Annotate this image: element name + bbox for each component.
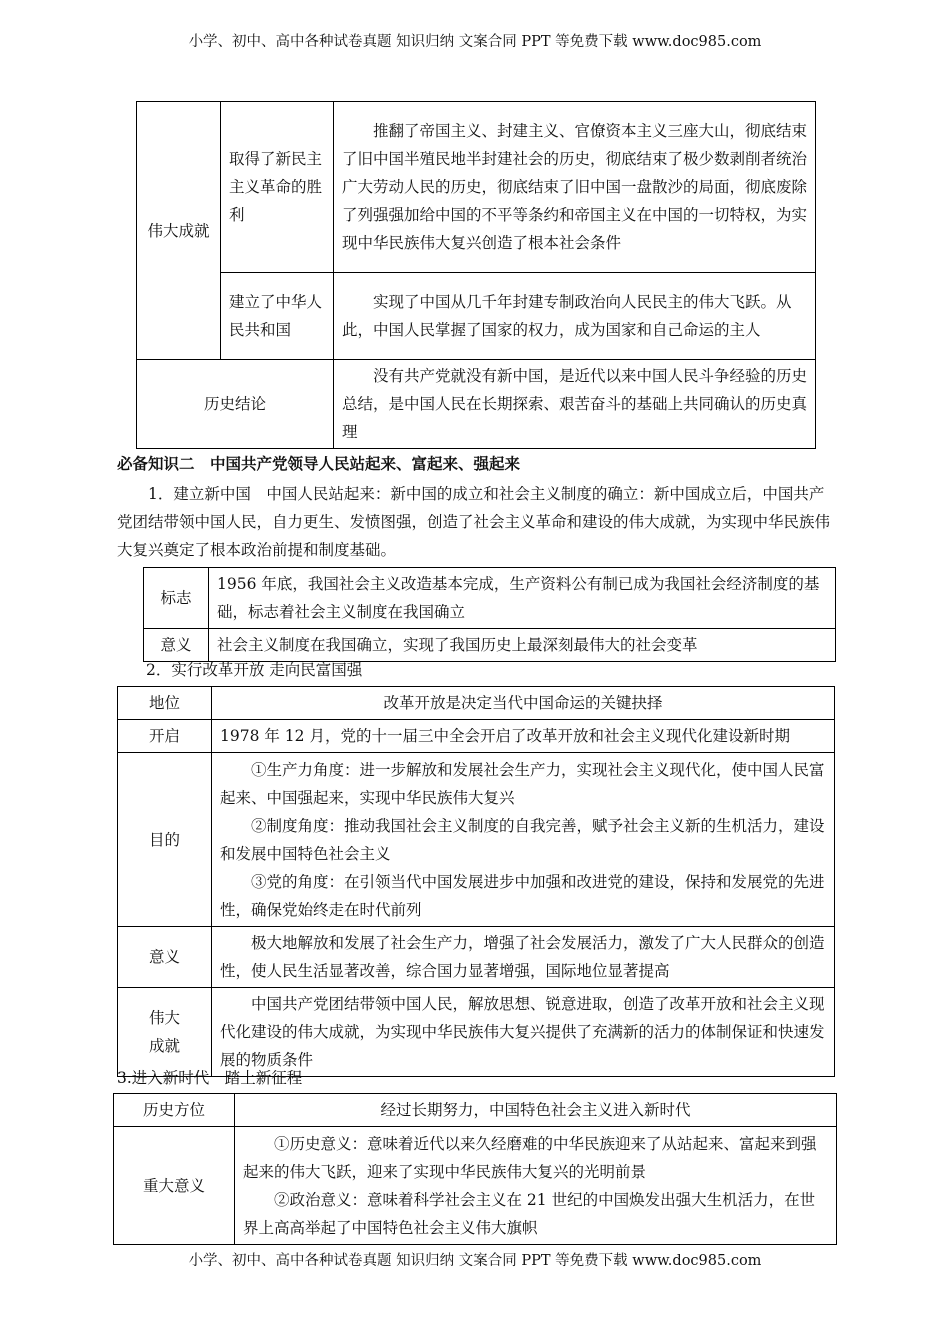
section-title: 必备知识二 中国共产党领导人民站起来、富起来、强起来 [117, 454, 521, 473]
significance-item-2: ②政治意义：意味着科学社会主义在 21 世纪的中国焕发出强大生机活力，在世界上高高举起了中国特色社会主义伟大旗帜 [243, 1190, 816, 1237]
prc-text: 实现了中国从几千年封建专制政治向人民民主的伟大飞跃。从此，中国人民掌握了国家的权力，成为国家和自己命运的主人 [334, 273, 816, 360]
reform-achievement-label: 伟大成就 [118, 988, 212, 1077]
mark-label: 标志 [144, 568, 209, 629]
mark-text: 1956 年底，我国社会主义改造基本完成，生产资料公有制已成为我国社会经济制度的基础，标志着社会主义制度在我国确立 [209, 568, 836, 629]
victory-label: 取得了新民主主义革命的胜利 [221, 102, 334, 273]
reform-achievement-text: 中国共产党团结带领中国人民，解放思想、锐意进取，创造了改革开放和社会主义现代化建设的伟大成就，为实现中华民族伟大复兴提供了充满新的活力的体制保证和快速发展的物质条件 [212, 988, 835, 1077]
purpose-item-2: ②制度角度：推动我国社会主义制度的自我完善，赋予社会主义新的生机活力，建设和发展中国特色社会主义 [220, 816, 825, 863]
position-text: 经过长期努力，中国特色社会主义进入新时代 [235, 1094, 837, 1127]
new-era-table [113, 1093, 837, 1245]
page-footer: 小学、初中、高中各种试卷真题 知识归纳 文案合同 PPT 等免费下载 www.doc985.com [188, 1253, 762, 1269]
position-label: 历史方位 [114, 1094, 235, 1127]
prc-label: 建立了中华人民共和国 [221, 273, 334, 360]
purpose-label: 目的 [118, 753, 212, 927]
reform-table [117, 686, 835, 1077]
meaning-label: 意义 [144, 629, 209, 662]
purpose-item-1: ①生产力角度：进一步解放和发展社会生产力，实现社会主义现代化，使中国人民富起来、中国强起来，实现中华民族伟大复兴 [220, 760, 825, 807]
start-label: 开启 [118, 720, 212, 753]
socialism-table [143, 567, 836, 662]
significance-item-1: ①历史意义：意味着近代以来久经磨难的中华民族迎来了从站起来、富起来到强起来的伟大飞跃，迎来了实现中华民族伟大复兴的光明前景 [243, 1134, 817, 1181]
significance-label: 意义 [118, 927, 212, 988]
purpose-item-3: ③党的角度：在引领当代中国发展进步中加强和改进党的建设，保持和发展党的先进性，确保党始终走在时代前列 [220, 872, 825, 919]
item3-title: 3.进入新时代 踏上新征程 [117, 1069, 303, 1087]
achievement-label: 伟大成就 [137, 102, 221, 360]
status-label: 地位 [118, 687, 212, 720]
victory-text: 推翻了帝国主义、封建主义、官僚资本主义三座大山，彻底结束了旧中国半殖民地半封建社会的历史，彻底结束了极少数剥削者统治广大劳动人民的历史，彻底结束了旧中国一盘散沙的局面，彻底废除了列强强加给中国的不平等条约和帝国主义在中国的一切特权，为实现中华民族伟大复兴创造了根本社会条件 [334, 102, 816, 273]
item1-paragraph: 1．建立新中国 中国人民站起来：新中国的成立和社会主义制度的确立：新中国成立后，中国共产党团结带领中国人民，自力更生、发愤图强，创造了社会主义革命和建设的伟大成就，为实现中华民族伟大复兴奠定了根本政治前提和制度基础。 [117, 485, 831, 559]
conclusion-label: 历史结论 [137, 360, 334, 449]
significance-text: 极大地解放和发展了社会生产力，增强了社会发展活力，激发了广大人民群众的创造性，使人民生活显著改善，综合国力显著增强，国际地位显著提高 [212, 927, 835, 988]
page-header: 小学、初中、高中各种试卷真题 知识归纳 文案合同 PPT 等免费下载 www.doc985.com [188, 34, 762, 50]
status-text: 改革开放是决定当代中国命运的关键抉择 [212, 687, 835, 720]
item2-title: 2．实行改革开放 走向民富国强 [146, 661, 363, 679]
meaning-text: 社会主义制度在我国确立，实现了我国历史上最深刻最伟大的社会变革 [209, 629, 836, 662]
start-text: 1978 年 12 月，党的十一届三中全会开启了改革开放和社会主义现代化建设新时期 [212, 720, 835, 753]
conclusion-text: 没有共产党就没有新中国，是近代以来中国人民斗争经验的历史总结，是中国人民在长期探索、艰苦奋斗的基础上共同确认的历史真理 [334, 360, 816, 449]
achievements-table [136, 101, 816, 449]
significance-label-2: 重大意义 [114, 1127, 235, 1245]
